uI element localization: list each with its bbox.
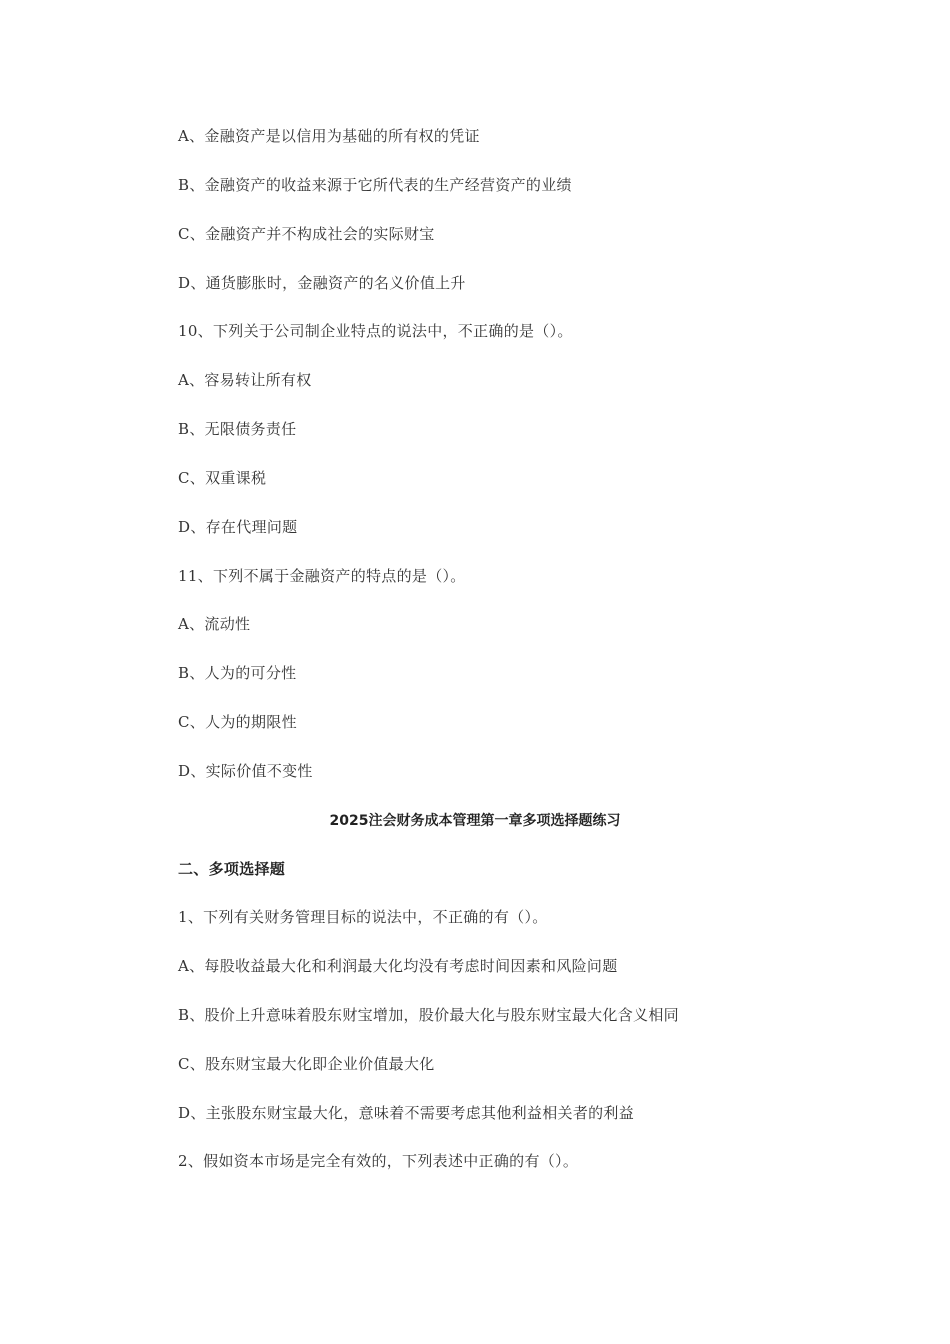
option-11d: D、实际价值不变性 <box>178 762 313 780</box>
page-title: 2025注会财务成本管理第一章多项选择题练习 <box>329 813 621 829</box>
option-1a: A、每股收益最大化和利润最大化均没有考虑时间因素和风险问题 <box>178 957 618 975</box>
option-1c: C、股东财宝最大化即企业价值最大化 <box>178 1055 435 1073</box>
option-9d: D、通货膨胀时，金融资产的名义价值上升 <box>178 274 466 292</box>
option-1b: B、股价上升意味着股东财宝增加，股价最大化与股东财宝最大化含义相同 <box>178 1006 679 1024</box>
option-10c: C、双重课税 <box>178 469 267 487</box>
option-11a: A、流动性 <box>178 615 251 633</box>
option-1d: D、主张股东财宝最大化，意味着不需要考虑其他利益相关者的利益 <box>178 1104 635 1122</box>
option-11b: B、人为的可分性 <box>178 664 297 682</box>
section-heading: 二、多项选择题 <box>178 860 286 878</box>
option-10d: D、存在代理问题 <box>178 518 298 536</box>
option-9c: C、金融资产并不构成社会的实际财宝 <box>178 225 435 243</box>
question-10: 10、下列关于公司制企业特点的说法中，不正确的是（）。 <box>178 322 573 340</box>
question-2: 2、假如资本市场是完全有效的，下列表述中正确的有（）。 <box>178 1152 579 1170</box>
option-11c: C、人为的期限性 <box>178 713 297 731</box>
option-9b: B、金融资产的收益来源于它所代表的生产经营资产的业绩 <box>178 176 572 194</box>
question-11: 11、下列不属于金融资产的特点的是（）。 <box>178 567 466 585</box>
option-10b: B、无限债务责任 <box>178 420 297 438</box>
option-10a: A、容易转让所有权 <box>178 371 312 389</box>
option-9a: A、金融资产是以信用为基础的所有权的凭证 <box>178 127 480 145</box>
question-1: 1、下列有关财务管理目标的说法中，不正确的有（）。 <box>178 908 548 926</box>
